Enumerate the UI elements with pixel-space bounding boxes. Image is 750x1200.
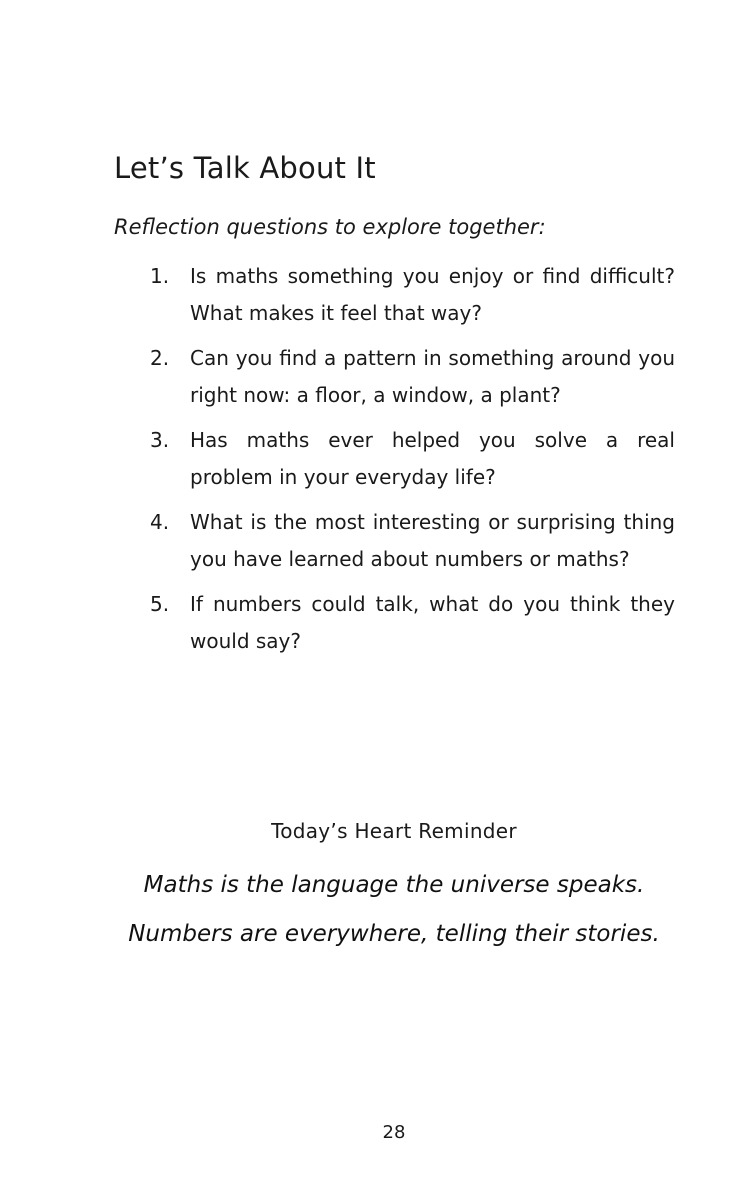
question-text: Is maths something you enjoy or find difficult? What makes it feel that way?	[190, 264, 675, 325]
question-item	[150, 258, 675, 332]
question-text: Can you find a pattern in something around you right now: a floor, a window, a plant?	[190, 346, 675, 407]
question-text: Has maths ever helped you solve a real problem in your everyday life?	[190, 428, 675, 489]
reminder-title: Today’s Heart Reminder	[271, 819, 517, 843]
question-text: If numbers could talk, what do you think they would say?	[190, 592, 675, 653]
reflection-questions-list	[150, 258, 675, 668]
question-number: 1.	[150, 264, 170, 288]
question-item	[150, 340, 675, 414]
question-number: 2.	[150, 346, 170, 370]
question-item	[150, 586, 675, 660]
section-intro: Reflection questions to explore together:	[114, 215, 546, 239]
reminder-line-1: Maths is the language the universe speaks.	[143, 872, 645, 898]
question-number: 3.	[150, 428, 170, 452]
question-item	[150, 504, 675, 578]
question-number: 4.	[150, 510, 170, 534]
question-number: 5.	[150, 592, 170, 616]
question-item	[150, 422, 675, 496]
question-text: What is the most interesting or surprising thing you have learned about numbers or maths?	[190, 510, 675, 571]
reminder-line-2: Numbers are everywhere, telling their stories.	[128, 921, 660, 947]
section-heading: Let’s Talk About It	[114, 151, 376, 185]
page-number: 28	[382, 1122, 406, 1143]
